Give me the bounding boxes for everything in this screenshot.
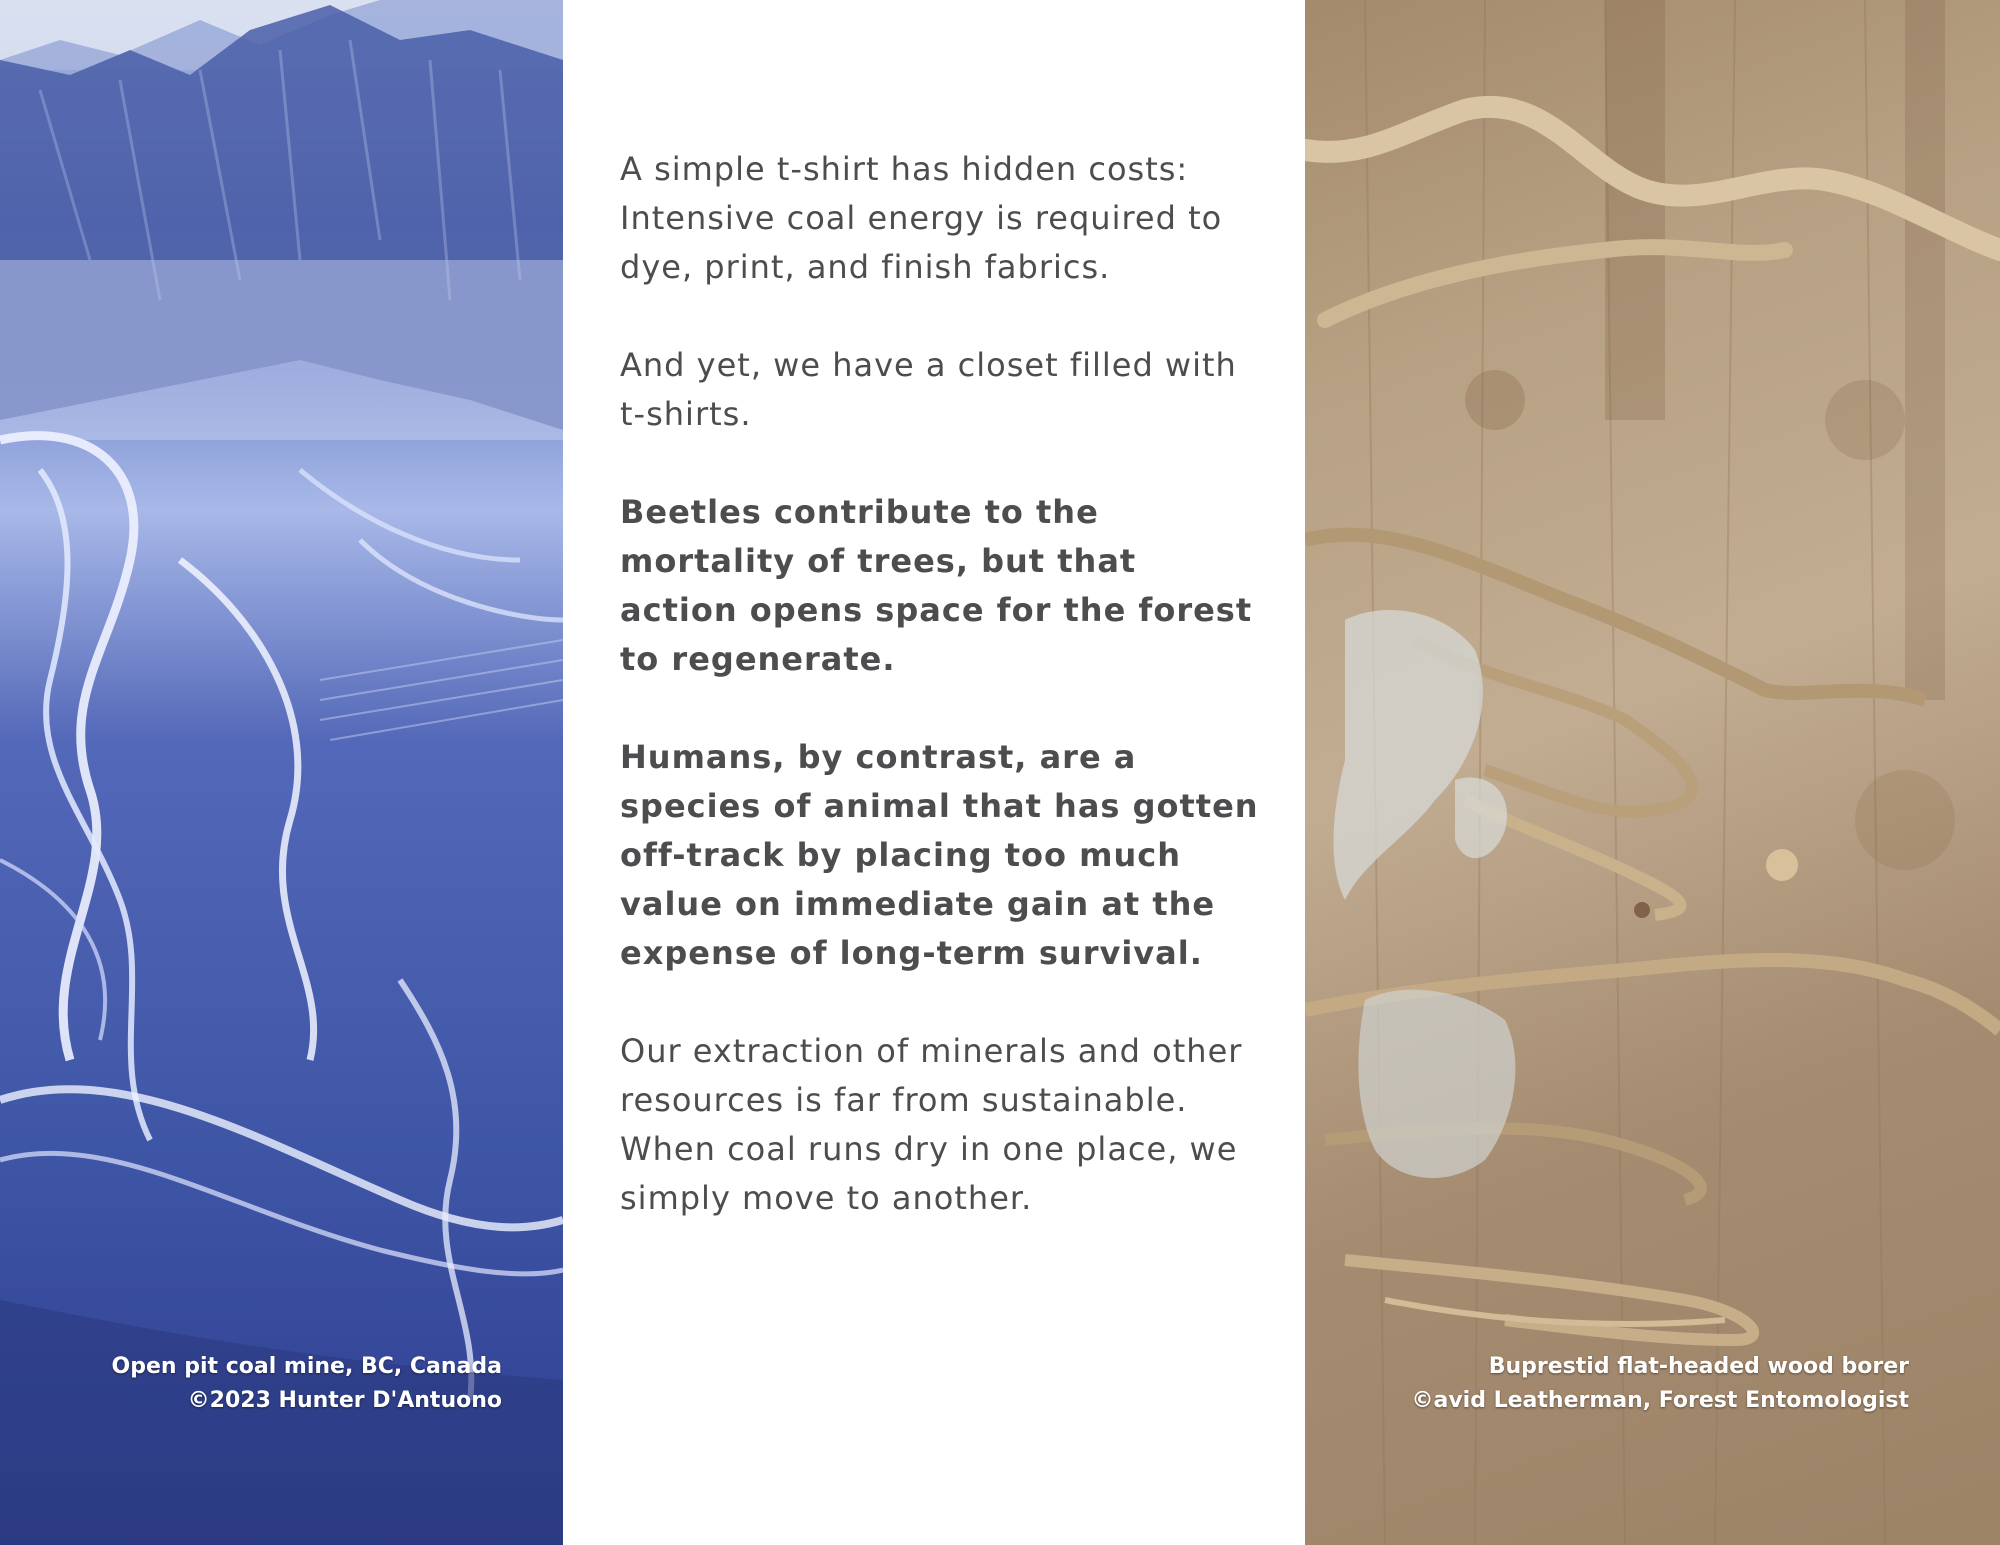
coal-mine-illustration: [0, 0, 563, 1545]
main-text: [620, 145, 1260, 1272]
coal-mine-caption: [0, 1350, 502, 1418]
wood-borer-photo: [1305, 0, 2000, 1545]
wood-borer-illustration: [1305, 0, 2000, 1545]
wood-borer-caption-line2: ©avid Leatherman, Forest Entomologist: [1411, 1388, 1909, 1413]
paragraph-humans: Humans, by contrast, are a species of animal that has gotten off-track by placing too much value on immediate gain at the expense of long-term survival.: [620, 738, 1259, 972]
coal-mine-caption-line2: ©2023 Hunter D'Antuono: [187, 1388, 502, 1413]
paragraph-closet: And yet, we have a closet filled with t-shirts.: [620, 346, 1237, 433]
coal-mine-caption-line1: Open pit coal mine, BC, Canada: [111, 1354, 502, 1379]
paragraph-t-shirt-costs: A simple t-shirt has hidden costs: Intensive coal energy is required to dye, print, and finish fabrics.: [620, 150, 1223, 286]
paragraph-extraction: Our extraction of minerals and other resources is far from sustainable. When coal runs dry in one place, we simply move to another.: [620, 1032, 1243, 1217]
wood-borer-caption: [1411, 1350, 1909, 1418]
coal-mine-photo: [0, 0, 563, 1545]
wood-borer-caption-line1: Buprestid flat-headed wood borer: [1488, 1354, 1909, 1379]
paragraph-beetles: Beetles contribute to the mortality of trees, but that action opens space for the forest to regenerate.: [620, 493, 1253, 678]
